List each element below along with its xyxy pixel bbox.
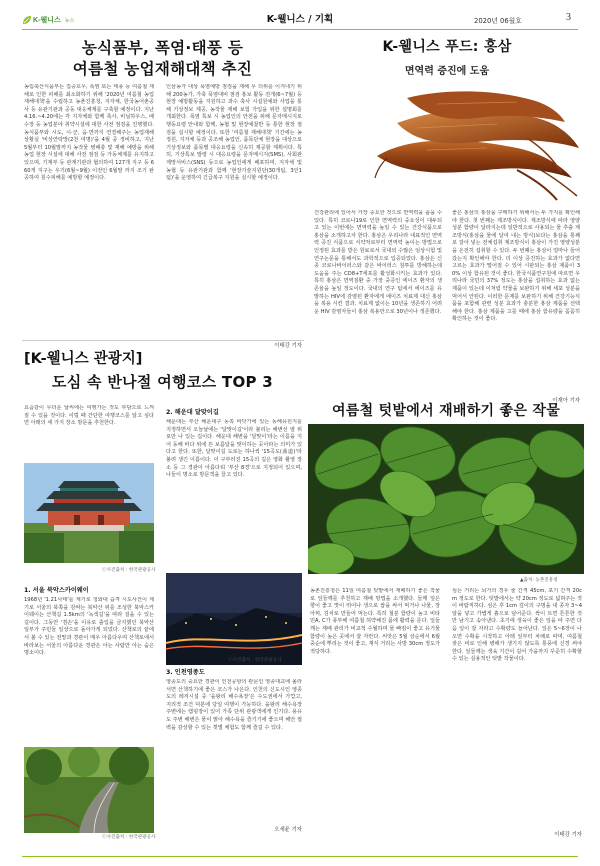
page-number: 3 <box>566 12 571 23</box>
photo-credit: ⓒ사진출처 : 한국관광공사 <box>228 658 282 663</box>
leaf-logo-icon <box>22 15 32 25</box>
forest-road-photo <box>24 747 154 833</box>
issue-date: 2020년 06월호 <box>474 17 522 25</box>
item3-text: 영종도의 중요한 경관이 인천공항의 관문인 영종대교에 올라서면 산책하기에 좋은 코스가 나온다. 인천의 신도시인 영종도의 레저시설 중 '을왕리 해수욕장'은 수도권에서 가깝고, 지리적 조건 덕분에 당일 여행이 가능하다. 을왕리 해수욕장 주변에는 캠핑장이 있어 가족 단위 관광객에게 인기다. 용유도 주변 해변은 물이 맑아 해수욕을 즐기기에 좋으며 해안 절벽을 감상할 수 있는 갯벌 체험도 함께 즐길 수 있다. <box>166 679 302 731</box>
photo-credit: ⓒ사진출처 : 한국관광공사 <box>102 568 156 573</box>
item2-title: 2. 해운대 달맞이길 <box>166 409 219 416</box>
article-title-line2: 도심 속 반나절 여행코스 TOP 3 <box>51 373 274 391</box>
article-summer-crops <box>308 398 584 848</box>
photo-credit: ▲출처: 농촌진흥청 <box>520 578 558 583</box>
header-logo <box>22 14 74 26</box>
perilla-leaf-image <box>308 424 584 574</box>
article-intro: 요즘같이 무더운 날씨에는 여행가는 것도 부담으로 느껴질 수 있을 것이다. 이럴 때 간단한 여행코스를 알고 싶다면 아래의 세 가지 장소 방문을 추천한다. <box>24 405 154 427</box>
byline: 이재아 기자 <box>552 398 580 404</box>
article-title: K-웰니스 푸드: 홍삼 <box>382 39 512 55</box>
night-view-photo <box>166 573 302 665</box>
article-travel <box>20 345 305 845</box>
red-ginseng-image <box>367 78 582 203</box>
article-body-col1: 농림축산식품부는 집중호우, 폭염 또는 태풍 등 여름철 재해로 인한 피해를 최소화하기 위해 '2020년 여름철 농업재해대책'을 수립하고 농촌진흥청, 지자체, 한국농어촌공사 등 유관기관과 공동 대응체계를 구축할 예정이다. 지난 4.16.~4.20에는 각 지자체와 함께 축사, 비닐하우스, 배수장 등 농업분야 취약시설에 대한 사전 점검을 진행했다. 농식품부와 시도, 시·군, 읍·면까지 연결해주는 농업재해상황실 '비상연락망(2천 여명)'을 4월 중 정비하고, 지난 5월부터 10월말까지 농작물 병해충 및 재해 예방을 위해 농업 현장 시설에 대해 사전 점검 등 가동체제를 유지하고 있으며, 기재부 등 관계기관과 협의하여 127개 지구 등 660개 지구는 우기(6월~9월) 이전인 6월말 까지 조기 완공하여 침수피해를 예방할 예정이다. <box>24 84 154 182</box>
byline: 오세윤 기자 <box>274 827 302 833</box>
temple-photo-image <box>24 463 154 563</box>
article-body-col1: 농촌진흥청은 11일 여름철 텃밭에서 재배하기 좋은 작물로 잎들깨를 추천하고 재배 방법을 소개했다. 들깨 잎은 향이 좋고 맛이 뛰어나 생으로 쌈을 싸서 먹거나 나물, 장아찌, 김치로 만들어 먹는다. 특히 철분 함량이 높고 비타민A, C가 풍부해 여름철 허약해진 몸에 활력을 준다. 잎들깨는 재배 관리가 비교적 수월하며 물 빠짐이 좋고 유기물 함량이 높은 곳에서 잘 자란다. 씨앗은 5월 상순에서 6월 중순에 뿌리는 것이 좋고, 재식 거리는 사방 30cm 정도가 적당하다. <box>310 588 440 655</box>
forest-road-image <box>24 747 154 833</box>
article-body-col2: 심는 거리는 뇌가의 경우 줄 간격 45cm, 포기 간격 20cm 정도로 한다. 텃밭에서는 약 20cm 정도로 넓혀주는 것이 바람직하다. 심은 후 1cm 깊이의 구멍을 내 종자 3~4알을 넣고 가볍게 흙으로 덮어준다. 싹이 트면 튼튼한 것만 남기고 솎아낸다. 초기에 생육이 좋은 잎을 따 주면 다음 잎이 잘 자라고 수확량도 늘어난다. 잎은 5~6장이 나오면 수확을 시작하고 아래 잎부터 차례로 따며, 여름철 잦은 비로 인해 병해가 생기지 않도록 통풍에 신경 써야 한다. 잎들깨는 생육 기간이 길어 가을까지 꾸준히 수확할 수 있는 실용적인 텃밭 작물이다. <box>452 588 582 663</box>
item1-text: 1968년 '1.21사태'를 계기로 청와대 습격 시도사건이 계기로 서울의 북쪽을 감싸는 북악산 위를 조성한 북악스카이웨이는 산책길 1.5km의 '녹색길'을 따라 걸을 수 있는 길이다. 그동안 '겸손'을 이유로 출입을 금지했던 북악산 일부가 주민들 일상으로 돌아가게 되었다. 산책로의 끝에서 볼 수 있는 전망과 경관이 매우 아름다우며 산책로에서 바라보는 서울의 아름다운 경관은 아는 사람만 아는 숨은 명소이다. <box>24 597 154 657</box>
night-view-image <box>166 573 302 665</box>
section-divider <box>22 340 304 341</box>
logo-text: K-웰니스 <box>33 17 61 24</box>
article-title: 여름철 텃밭에서 재배하기 좋은 작물 <box>331 403 561 419</box>
item2-text: 해운대는 부산 해운대구 동쪽 바닷가에 있는 동해유원지를 지정하면서 오늘날에는 '달맞이길'이라 불리는 해변선 옆 위로만 나 있는 길이다. 해운대 해변을 '달맞이'라는 이름을 지어 동해 바다 위에 뜬 보름달을 맞이하는 곳이라는 의미가 있다고 한다. 또한, 달맞이길 도로는 하나씩 '15곡도(曲道)'라 불려 생긴 이름이다. 이 구부러진 15곡의 길은 영화 촬영 장소 등 그 경관이 아름다워 '부산 8경'으로 지정되어 있으며, 나들이 명소로 방문객을 끌고 있다. <box>166 419 302 479</box>
article-body-col2: 좋은 홍삼의 홍삼을 구매하기 위해서는 두 가지를 확인해야 한다. 첫 번째는 제조방식이다. 제조방식에 따라 영양성분 함량이 달라지는데 일반적으로 사용되는 물 추출 제조방식(홍삼을 물에 달여 내는 방식)보다는 홍삼을 통째로 갈아 넣는 전체섭취 제조방식이 홍삼이 가진 영양성분을 온전히 섭취할 수 있다. 두 번째는 홍삼이 얼마나 들어갔는지 확인해야 한다. 더 이상 증진하는 효과가 없다면 고르는 효과가 떨어질 수 있어 시판되는 홍삼 제품이 30% 이상 함유된 것이 좋다. 한국식품연구원에 따르면 우리나라 국민의 37% 정도는 홍삼을 섭취하는 효과 없는 제품이 있는데 이처럼 약물을 보완하기 위해 세포 성분을 먹어서 안된다. 이러한 문제를 보완하기 위해 건강기능식품을 포함해 관련 성분 효과가 충분한 홍삼 제품을 선택해야 한다. 홍삼 제품을 고를 때에 홍삼 함유량을 꼼꼼히 확인하는 것이 좋다. <box>452 210 580 323</box>
section-title: K-웰니스 / 기획 <box>266 14 334 25</box>
article-body-col1: 건강관리에 있어서 가장 중요한 것으로 면역력을 꼽을 수 있다. 특히 코로나19로 인한 면역력의 중요성이 대두되고 있는 이번에는 면역력을 높일 수 있는 건강식품으로 홍삼을 소개하고자 한다. 홍삼은 우리나라 대표적인 면역력 증진 식품으로 식약처로부터 면역력 높이는 방법으로 인정된 효과를 받은 원료로서 국내외 수많은 임상시험 및 연구논문을 통해서도 과학적으로 입증되었다. 홍삼은 신종 코로나바이러스와 같은 바이러스 침투를 방해하는데 도움을 주는 CD8+T세포를 활성화시키는 효과가 있다. 특히 홍삼은 면역질환 중 가장 중증인 에이즈 환자의 생존율을 높일 정도이다. 국내의 연구 팀에서 에이즈를 유발하는 HIV에 감염된 환자에게 에이즈 치료제 대신 홍삼을 복용 시킨 결과, 치료제 없이는 10년을 생존하기 어려운 HIV 감염자들이 홍삼 복용만으로 30년이나 생존했다. <box>314 210 442 315</box>
item1-title: 1. 서울 북악스카이웨이 <box>24 587 89 594</box>
article-body-col2: 인삼농가 대상 폭염예방 점검을 재해 무 더위를 이겨내기 위해 200농가, 가축 폭염대비 점검 홍보 활동 전개(6~7월) 등 현장 예방활동을 지원하고 과수 축사 시설원예와 사업을 통해 기상정보 제공, 농작물 재해 보험 가입을 위한 설명회를 개최한다. 폭염 특보 시 농업인의 안전을 위해 문자메시지로 행동요령 안내와 함께, 농협 및 현장예찰반 등 통한 현장 점검을 실시할 예정이다. 또한 '여름철 재해대책' 기간에는 농정원, 지자체 등과 공조해 농업인, 품목단체 현장을 대상으로 기상정보와 품목별 대응요령을 신속히 제공할 계획이다. 특히, 기상특보 발령 시 대응요령을 문자메시지(SMS), 사회관계망서비스(SNS) 등으로 농업인에게 배포하며, 지자체 및 농협 등 유관기관과 함께 '현장기술지원단(30개팀, 3인1팀)'을 운영하여 긴급복구 지원을 실시할 예정이다. <box>166 84 302 182</box>
byline: 이태강 기자 <box>554 832 582 838</box>
temple-photo <box>24 463 154 563</box>
article-title-line2: 여름철 농업재해대책 추진 <box>72 60 253 78</box>
item3-title: 3. 인천영종도 <box>166 669 205 676</box>
header-rule <box>22 29 578 30</box>
article-title-line1: [K-웰니스 관광지] <box>24 351 143 367</box>
red-ginseng-illustration <box>367 78 582 203</box>
logo-suffix: 뉴스 <box>64 17 75 24</box>
photo-credit: ⓒ사진출처 : 한국관광공사 <box>102 835 156 840</box>
article-subtitle: 면역력 증진에 도움 <box>404 66 490 77</box>
article-red-ginseng <box>312 34 582 404</box>
article-disaster <box>20 34 305 364</box>
article-title-line1: 농식품부, 폭염·태풍 등 <box>81 39 244 57</box>
perilla-leaf-photo <box>308 424 584 574</box>
footer-rule <box>22 856 578 857</box>
byline: 이태강 기자 <box>274 343 302 349</box>
page-header <box>0 0 600 32</box>
